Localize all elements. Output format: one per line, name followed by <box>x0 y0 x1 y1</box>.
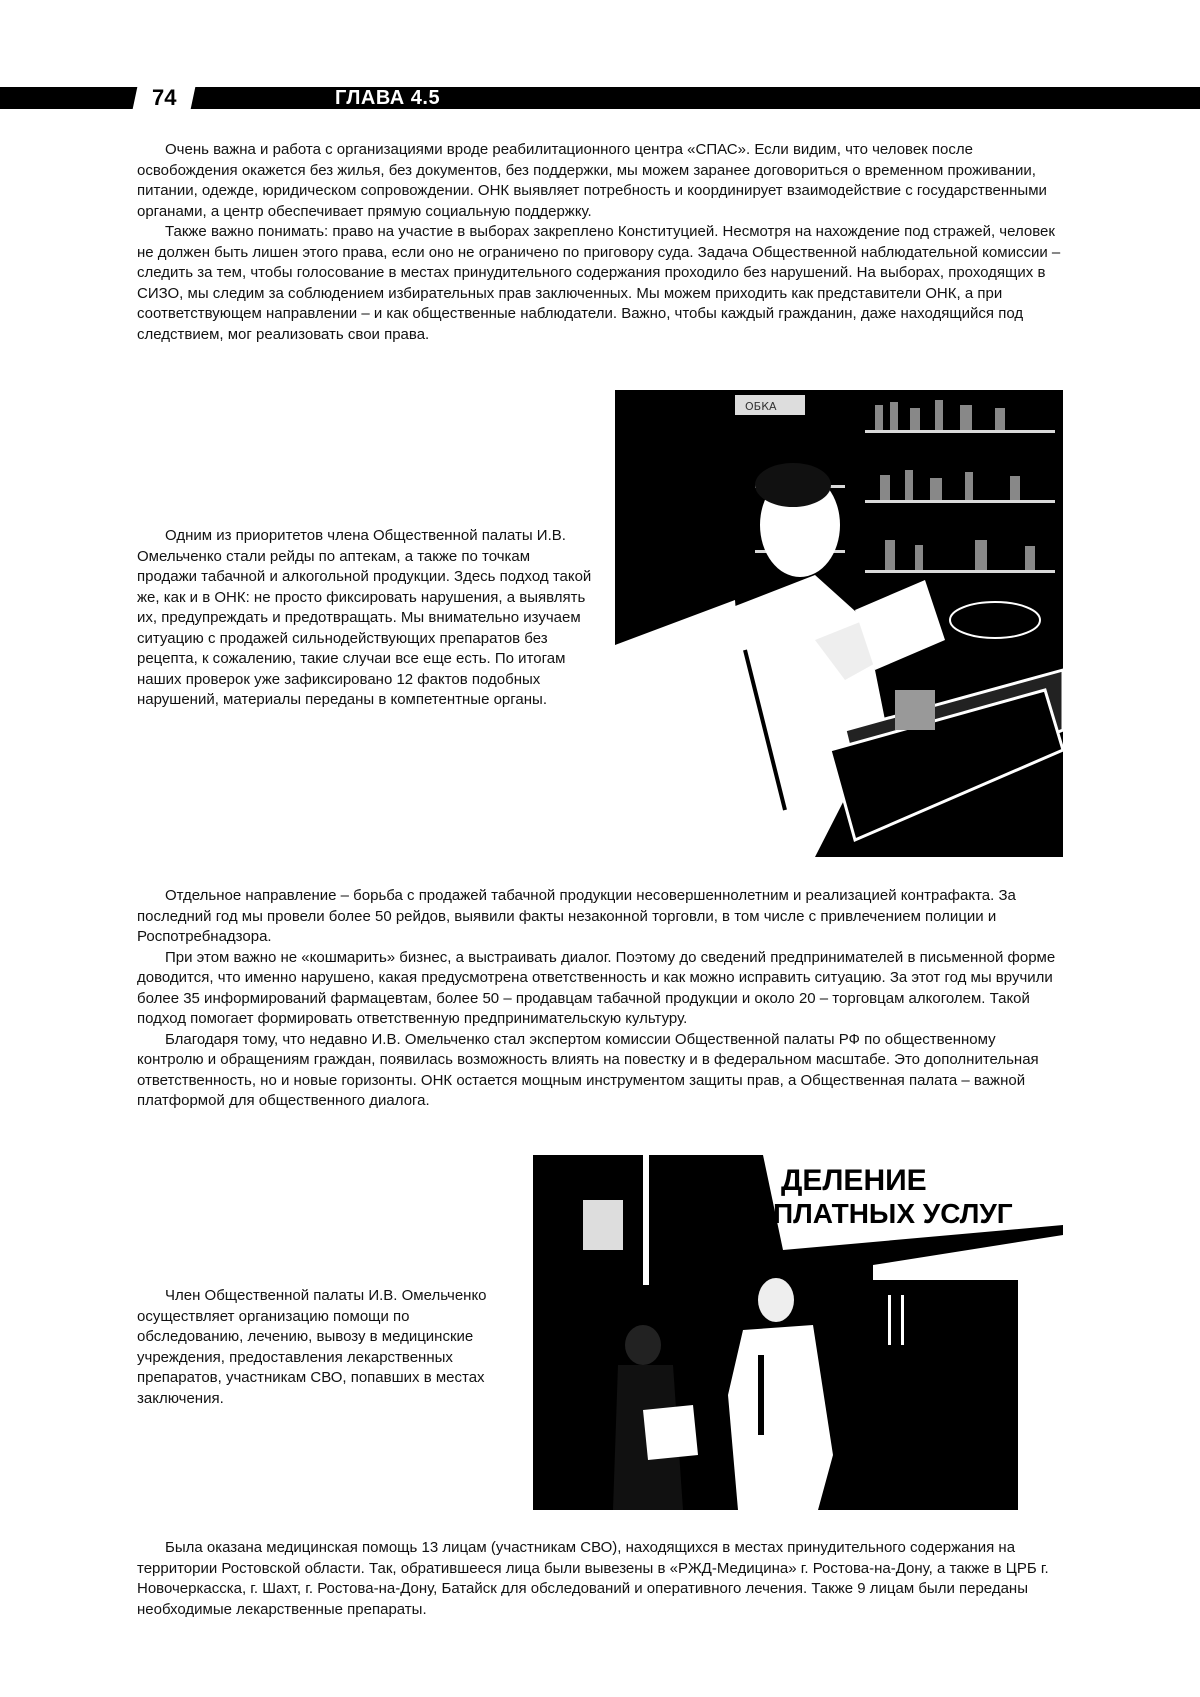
paragraph: Очень важна и работа с организациями вроде реабилитационного центра «СПАС». Если видим, что человек после освобождения окажется без жилья, без документов, без поддержки, мы можем заранее договориться о временном проживании, питании, одежде, юридическом сопровождении. ОНК выявляет потребность и координирует взаимодействие с государственными органами, а центр обеспечивает прямую социальную поддержку. <box>137 141 1047 220</box>
paragraph: При этом важно не «кошмарить» бизнес, а выстраивать диалог. Поэтому до сведений предпринимателей в письменной форме доводится, что именно нарушено, какая предусмотрена ответственность и как можно исправить ситуацию. За этот год мы вручили более 35 информирований фармацевтам, более 50 – продавцам табачной продукции и около 20 – торговцам алкоголем. Такой подход помогает формировать ответственную предпринимательскую культуру. <box>137 948 1056 1027</box>
chapter-title: ГЛАВА 4.5 <box>335 87 441 109</box>
photo-paid-services <box>533 1155 1063 1510</box>
photo-pharmacy-illustration <box>615 390 1063 857</box>
text-block-middle <box>137 886 1062 1112</box>
paragraph: Благодаря тому, что недавно И.В. Омельченко стал экспертом комиссии Общественной палаты РФ по общественному контролю и обращениям граждан, появилась возможность влиять на повестку и в федеральном масштабе. Это дополнительная ответственность, но и новые горизонты. ОНК остается мощным инструментом защиты прав, а Общественная палата – важной платформой для общественного диалога. <box>137 1030 1039 1109</box>
caption-pharmacy <box>137 526 592 711</box>
sign-line-2: ПЛАТНЫХ УСЛУГ <box>773 1198 1013 1229</box>
page-number: 74 <box>132 84 196 112</box>
text-block-top <box>137 140 1062 345</box>
paragraph: Также важно понимать: право на участие в выборах закреплено Конституцией. Несмотря на нахождение под стражей, человек не должен быть лишен этого права, если оно не ограничено по приговору суда. Задача Общественной наблюдательной комиссии – следить за тем, чтобы голосование в местах принудительного содержания проходило без нарушений. На выборах, проходящих в СИЗО, мы следим за соблюдением избирательных прав заключенных. Мы можем приходить как представители ОНК, а при соответствующем направлении – и как общественные наблюдатели. Важно, чтобы каждый гражданин, даже находящийся под следствием, мог реализовать свои права. <box>137 223 1061 343</box>
paragraph: Отдельное направление – борьба с продажей табачной продукции несовершеннолетним и реализацией контрафакта. За последний год мы провели более 50 рейдов, выявили факты незаконной торговли, в том числе с привлечением полиции и Роспотребнадзора. <box>137 887 1016 945</box>
caption-svo-help <box>137 1286 507 1409</box>
text-block-bottom <box>137 1538 1062 1620</box>
photo-pharmacy-inspection <box>615 390 1063 857</box>
caption-text: Одним из приоритетов члена Общественной палаты И.В. Омельченко стали рейды по аптекам, а также по точкам продажи табачной и алкогольной продукции. Здесь подход такой же, как и в ОНК: не просто фиксировать нарушения, а выявлять их, предупреждать и предотвращать. Мы внимательно изучаем ситуацию с продажей сильнодействующих препаратов без рецепта, к сожалению, такие случаи все еще есть. По итогам наших проверок уже зафиксировано 12 фактов подобных нарушений, материалы переданы в компетентные органы. <box>137 527 592 708</box>
photo-paid-services-illustration <box>533 1155 1063 1510</box>
sign-line-1: ДЕЛЕНИЕ <box>781 1164 927 1197</box>
photo-sign-text: ОБКА <box>745 400 777 413</box>
caption-text: Член Общественной палаты И.В. Омельченко осуществляет организацию помощи по обследованию, лечению, вывозу в медицинские учреждения, предоставления лекарственных препаратов, участникам СВО, попавших в местах заключения. <box>137 1287 487 1407</box>
paragraph: Была оказана медицинская помощь 13 лицам (участникам СВО), находящихся в местах принудительного содержания на территории Ростовской области. Так, обратившееся лица были вывезены в «РЖД-Медицина» г. Ростова-на-Дону, а также в ЦРБ г. Новочеркасска, г. Шахт, г. Ростова-на-Дону, Батайск для обследований и оперативного лечения. Также 9 лицам были переданы необходимые лекарственные препараты. <box>137 1539 1049 1618</box>
